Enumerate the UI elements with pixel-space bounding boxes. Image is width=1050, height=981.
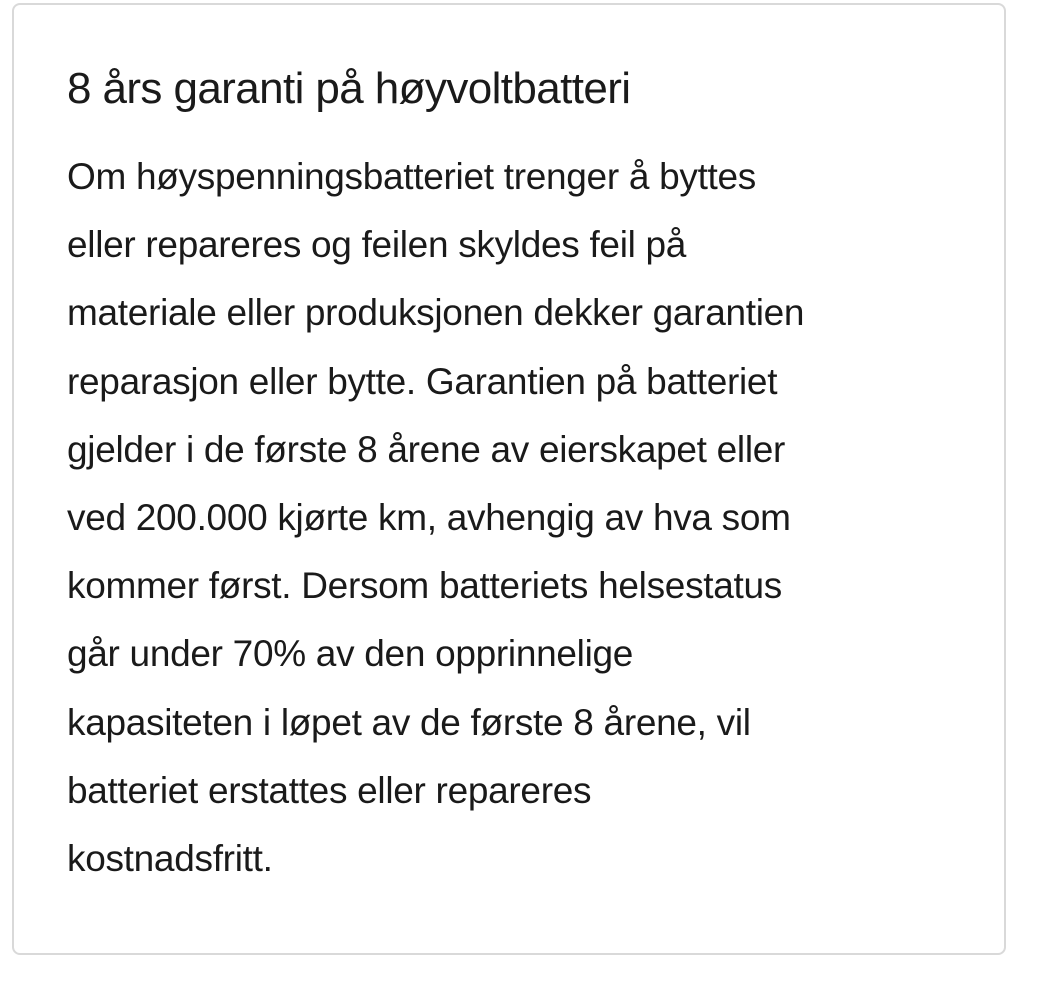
body-line: kapasiteten i løpet av de første 8 årene, vil	[67, 701, 751, 743]
warranty-card	[12, 3, 1006, 955]
card-body	[67, 143, 804, 893]
body-line: gjelder i de første 8 årene av eierskapet eller	[67, 428, 786, 470]
body-line: kostnadsfritt.	[67, 838, 273, 880]
body-line: ved 200.000 kjørte km, avhengig av hva som	[67, 497, 791, 539]
body-line: batteriet erstattes eller repareres	[67, 769, 592, 811]
body-line: kommer først. Dersom batteriets helsestatus	[67, 565, 782, 607]
body-line: materiale eller produksjonen dekker garantien	[67, 292, 805, 334]
body-line: går under 70% av den opprinnelige	[67, 633, 634, 675]
body-line: reparasjon eller bytte. Garantien på batteriet	[67, 360, 778, 402]
card-title: 8 års garanti på høyvoltbatteri	[67, 64, 631, 113]
body-line: Om høyspenningsbatteriet trenger å byttes	[67, 156, 757, 197]
body-line: eller repareres og feilen skyldes feil på	[67, 224, 687, 266]
